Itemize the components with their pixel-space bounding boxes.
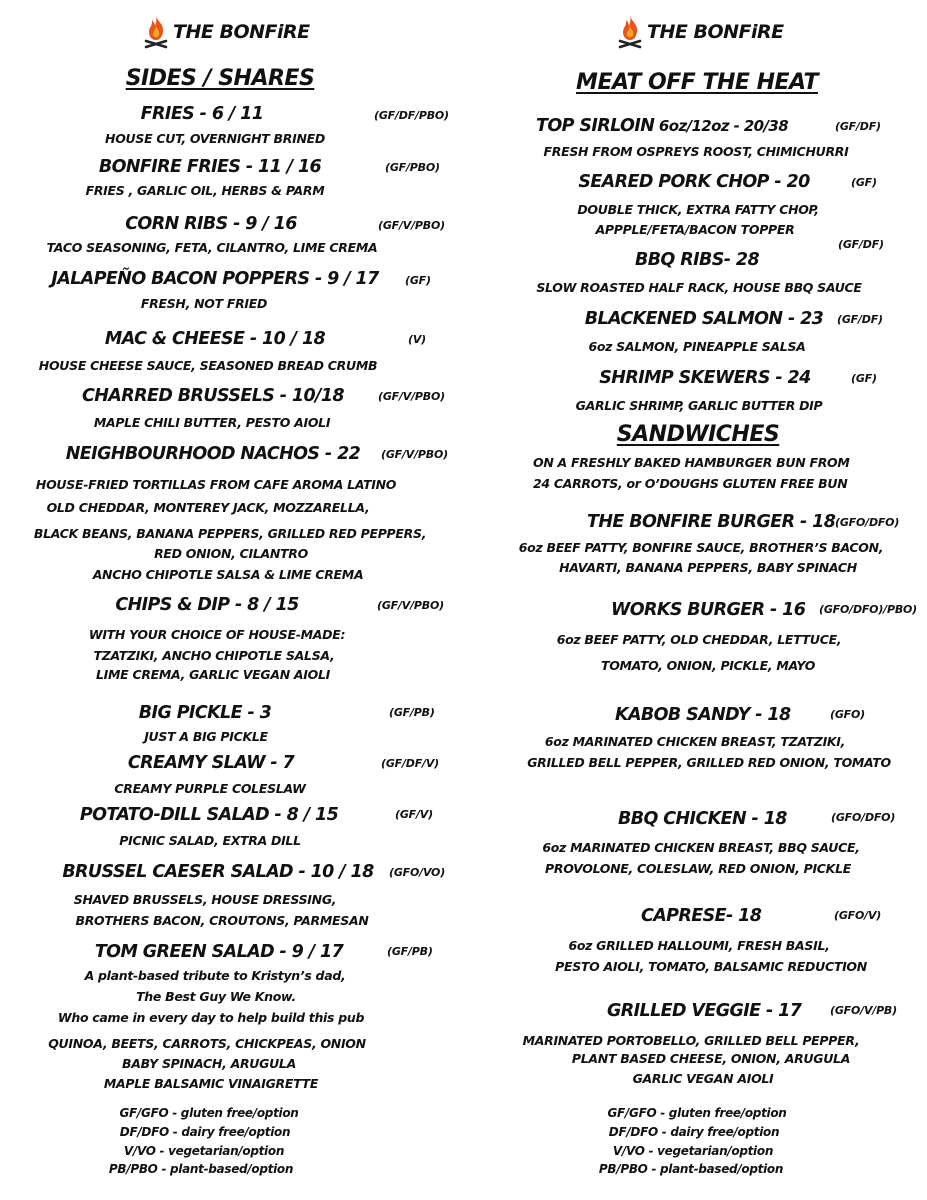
item-desc: HOUSE-FRIED TORTILLAS FROM CAFE AROMA LATINO	[35, 477, 397, 492]
item-tags: (GF/V/PBO)	[378, 219, 445, 232]
brand-logo	[617, 12, 784, 52]
item-tags: (GFO/V)	[834, 909, 882, 922]
legend-line: V/VO - vegetarian/option	[123, 1144, 285, 1158]
right-column	[463, 0, 926, 1200]
item-desc: FRESH, NOT FRIED	[140, 296, 268, 311]
brand-name: THE BONFiRE	[173, 21, 310, 43]
item-name-brussel-caeser: BRUSSEL CAESER SALAD - 10 / 18	[62, 862, 374, 882]
item-tags: (GFO/V/PB)	[830, 1004, 897, 1017]
section-title-sides: SIDES / SHARES	[125, 66, 315, 91]
item-name-nachos: NEIGHBOURHOOD NACHOS - 22	[65, 444, 361, 464]
item-name-fries: FRIES - 6 / 11	[140, 104, 264, 124]
item-desc: GRILLED BELL PEPPER, GRILLED RED ONION, TOMATO	[527, 755, 891, 770]
legend-line: DF/DFO - dairy free/option	[608, 1125, 780, 1139]
item-desc: MARINATED PORTOBELLO, GRILLED BELL PEPPER,	[522, 1033, 860, 1048]
section-title-meat: MEAT OFF THE HEAT	[576, 70, 818, 95]
item-desc: The Best Guy We Know.	[136, 989, 296, 1004]
item-name-corn-ribs: CORN RIBS - 9 / 16	[125, 214, 297, 234]
item-tags: (GF/PB)	[389, 706, 435, 719]
item-name-creamy-slaw: CREAMY SLAW - 7	[127, 753, 295, 773]
item-tags: (GFO/DFO)/PBO)	[819, 603, 918, 616]
item-desc: FRESH FROM OSPREYS ROOST, CHIMICHURRI	[543, 144, 849, 159]
item-tags: (GF/DF)	[837, 313, 883, 326]
item-tags: (GFO/DFO)	[835, 516, 900, 529]
item-desc: TZATZIKI, ANCHO CHIPOTLE SALSA,	[93, 648, 335, 663]
item-tags: (GF/V)	[395, 808, 433, 821]
item-desc: PROVOLONE, COLESLAW, RED ONION, PICKLE	[545, 861, 851, 876]
flame-icon	[143, 14, 169, 50]
item-tags: (GFO)	[830, 708, 865, 721]
item-desc: TACO SEASONING, FETA, CILANTRO, LIME CREMA	[46, 240, 378, 255]
item-desc: PLANT BASED CHEESE, ONION, ARUGULA	[571, 1051, 851, 1066]
item-desc: TOMATO, ONION, PICKLE, MAYO	[600, 658, 816, 673]
item-tags: (GFO/DFO)	[831, 811, 896, 824]
item-desc: Who came in every day to help build this pub	[57, 1010, 365, 1025]
item-desc: 6oz SALMON, PINEAPPLE SALSA	[588, 339, 806, 354]
item-desc: JUST A BIG PICKLE	[144, 729, 268, 744]
item-desc: SHAVED BRUSSELS, HOUSE DRESSING,	[73, 892, 337, 907]
sandwiches-intro: ON A FRESHLY BAKED HAMBURGER BUN FROM	[533, 455, 850, 470]
item-desc: LIME CREMA, GARLIC VEGAN AIOLI	[96, 667, 330, 682]
left-column	[0, 0, 463, 1200]
item-desc: HAVARTI, BANANA PEPPERS, BABY SPINACH	[559, 560, 857, 575]
item-desc: 6oz BEEF PATTY, OLD CHEDDAR, LETTUCE,	[556, 632, 842, 647]
item-tags: (GF/DF/V)	[381, 757, 439, 770]
item-name-grilled-veggie: GRILLED VEGGIE - 17	[607, 1001, 802, 1021]
item-desc: ANCHO CHIPOTLE SALSA & LIME CREMA	[92, 567, 364, 582]
item-name-chips-dip: CHIPS & DIP - 8 / 15	[115, 595, 299, 615]
legend-line: DF/DFO - dairy free/option	[119, 1125, 291, 1139]
brand-name: THE BONFiRE	[647, 21, 784, 43]
sandwiches-intro: 24 CARROTS, or O’DOUGHS GLUTEN FREE BUN	[533, 476, 848, 491]
legend-line: V/VO - vegetarian/option	[612, 1144, 774, 1158]
item-name-big-pickle: BIG PICKLE - 3	[138, 703, 272, 723]
item-desc: GARLIC SHRIMP, GARLIC BUTTER DIP	[575, 398, 823, 413]
legend-line: PB/PBO - plant-based/option	[108, 1162, 294, 1176]
item-name-bonfire-burger: THE BONFIRE BURGER - 18	[587, 512, 836, 532]
item-tags: (GF)	[851, 176, 877, 189]
item-desc: HOUSE CUT, OVERNIGHT BRINED	[105, 131, 325, 146]
item-tags: (GF/V/PBO)	[381, 448, 448, 461]
legend-line: PB/PBO - plant-based/option	[598, 1162, 784, 1176]
item-desc: BROTHERS BACON, CROUTONS, PARMESAN	[75, 913, 369, 928]
legend-line: GF/GFO - gluten free/option	[119, 1106, 299, 1120]
item-desc: 6oz BEEF PATTY, BONFIRE SAUCE, BROTHER’S BACON,	[518, 540, 884, 555]
item-name-mac-cheese: MAC & CHEESE - 10 / 18	[104, 329, 326, 349]
item-tags: (GF/PB)	[387, 945, 433, 958]
item-desc: OLD CHEDDAR, MONTEREY JACK, MOZZARELLA,	[46, 500, 370, 515]
item-name-works-burger: WORKS BURGER - 16	[611, 600, 806, 620]
item-name-pork-chop: SEARED PORK CHOP - 20	[578, 172, 810, 192]
flame-icon	[617, 14, 643, 50]
item-desc: 6oz MARINATED CHICKEN BREAST, TZATZIKI,	[544, 734, 846, 749]
item-name-kabob-sandy: KABOB SANDY - 18	[615, 705, 791, 725]
item-tags: (GF/V/PBO)	[378, 390, 445, 403]
item-name-size-price: 6oz/12oz - 20/38	[654, 117, 789, 135]
item-desc: MAPLE BALSAMIC VINAIGRETTE	[103, 1076, 319, 1091]
item-desc: A plant-based tribute to Kristyn’s dad,	[84, 968, 346, 983]
item-name-potato-dill: POTATO-DILL SALAD - 8 / 15	[79, 805, 339, 825]
item-desc: RED ONION, CILANTRO	[154, 546, 308, 561]
item-name-shrimp: SHRIMP SKEWERS - 24	[599, 368, 811, 388]
item-desc: DOUBLE THICK, EXTRA FATTY CHOP,	[577, 202, 819, 217]
item-desc: SLOW ROASTED HALF RACK, HOUSE BBQ SAUCE	[536, 280, 862, 295]
item-tags: (GF)	[851, 372, 877, 385]
brand-logo	[143, 12, 310, 52]
item-desc: BLACK BEANS, BANANA PEPPERS, GRILLED RED PEPPERS,	[33, 526, 427, 541]
item-tags: (GFO/VO)	[389, 866, 446, 879]
item-name-bonfire-fries: BONFIRE FRIES - 11 / 16	[98, 157, 322, 177]
item-tags: (GF)	[405, 274, 431, 287]
item-desc: PESTO AIOLI, TOMATO, BALSAMIC REDUCTION	[555, 959, 867, 974]
item-name-bbq-chicken: BBQ CHICKEN - 18	[618, 809, 787, 829]
item-desc: MAPLE CHILI BUTTER, PESTO AIOLI	[93, 415, 331, 430]
item-desc: FRIES , GARLIC OIL, HERBS & PARM	[85, 183, 325, 198]
item-name-bbq-ribs: BBQ RIBS- 28	[634, 250, 760, 270]
item-desc: CREAMY PURPLE COLESLAW	[114, 781, 306, 796]
item-name-jalapeno-poppers: JALAPEÑO BACON POPPERS - 9 / 17	[51, 269, 379, 289]
item-desc: 6oz MARINATED CHICKEN BREAST, BBQ SAUCE,	[542, 840, 860, 855]
item-desc: GARLIC VEGAN AIOLI	[632, 1071, 774, 1086]
item-desc: QUINOA, BEETS, CARROTS, CHICKPEAS, ONION	[48, 1036, 366, 1051]
item-tags: (GF/DF)	[835, 120, 881, 133]
item-tags: (GF/V/PBO)	[377, 599, 444, 612]
item-name-main: TOP SIRLOIN	[536, 116, 655, 136]
item-desc: 6oz GRILLED HALLOUMI, FRESH BASIL,	[568, 938, 830, 953]
item-name-salmon: BLACKENED SALMON - 23	[584, 309, 824, 329]
item-desc: APPPLE/FETA/BACON TOPPER	[595, 222, 795, 237]
item-name-tom-green: TOM GREEN SALAD - 9 / 17	[94, 942, 344, 962]
item-desc: WITH YOUR CHOICE OF HOUSE-MADE:	[88, 627, 346, 642]
item-tags-fries: (GF/DF/PBO)	[374, 109, 449, 122]
item-tags: (V)	[408, 333, 426, 346]
item-desc: HOUSE CHEESE SAUCE, SEASONED BREAD CRUMB	[38, 358, 378, 373]
legend-line: GF/GFO - gluten free/option	[607, 1106, 787, 1120]
item-tags: (GF/DF)	[838, 238, 884, 251]
item-desc: PICNIC SALAD, EXTRA DILL	[119, 833, 301, 848]
item-desc: BABY SPINACH, ARUGULA	[122, 1056, 296, 1071]
item-name-caprese: CAPRESE- 18	[641, 906, 762, 926]
item-tags: (GF/PBO)	[385, 161, 440, 174]
item-name-top-sirloin	[536, 116, 788, 136]
item-name-charred-brussels: CHARRED BRUSSELS - 10/18	[81, 386, 345, 406]
section-title-sandwiches: SANDWICHES	[616, 422, 780, 447]
